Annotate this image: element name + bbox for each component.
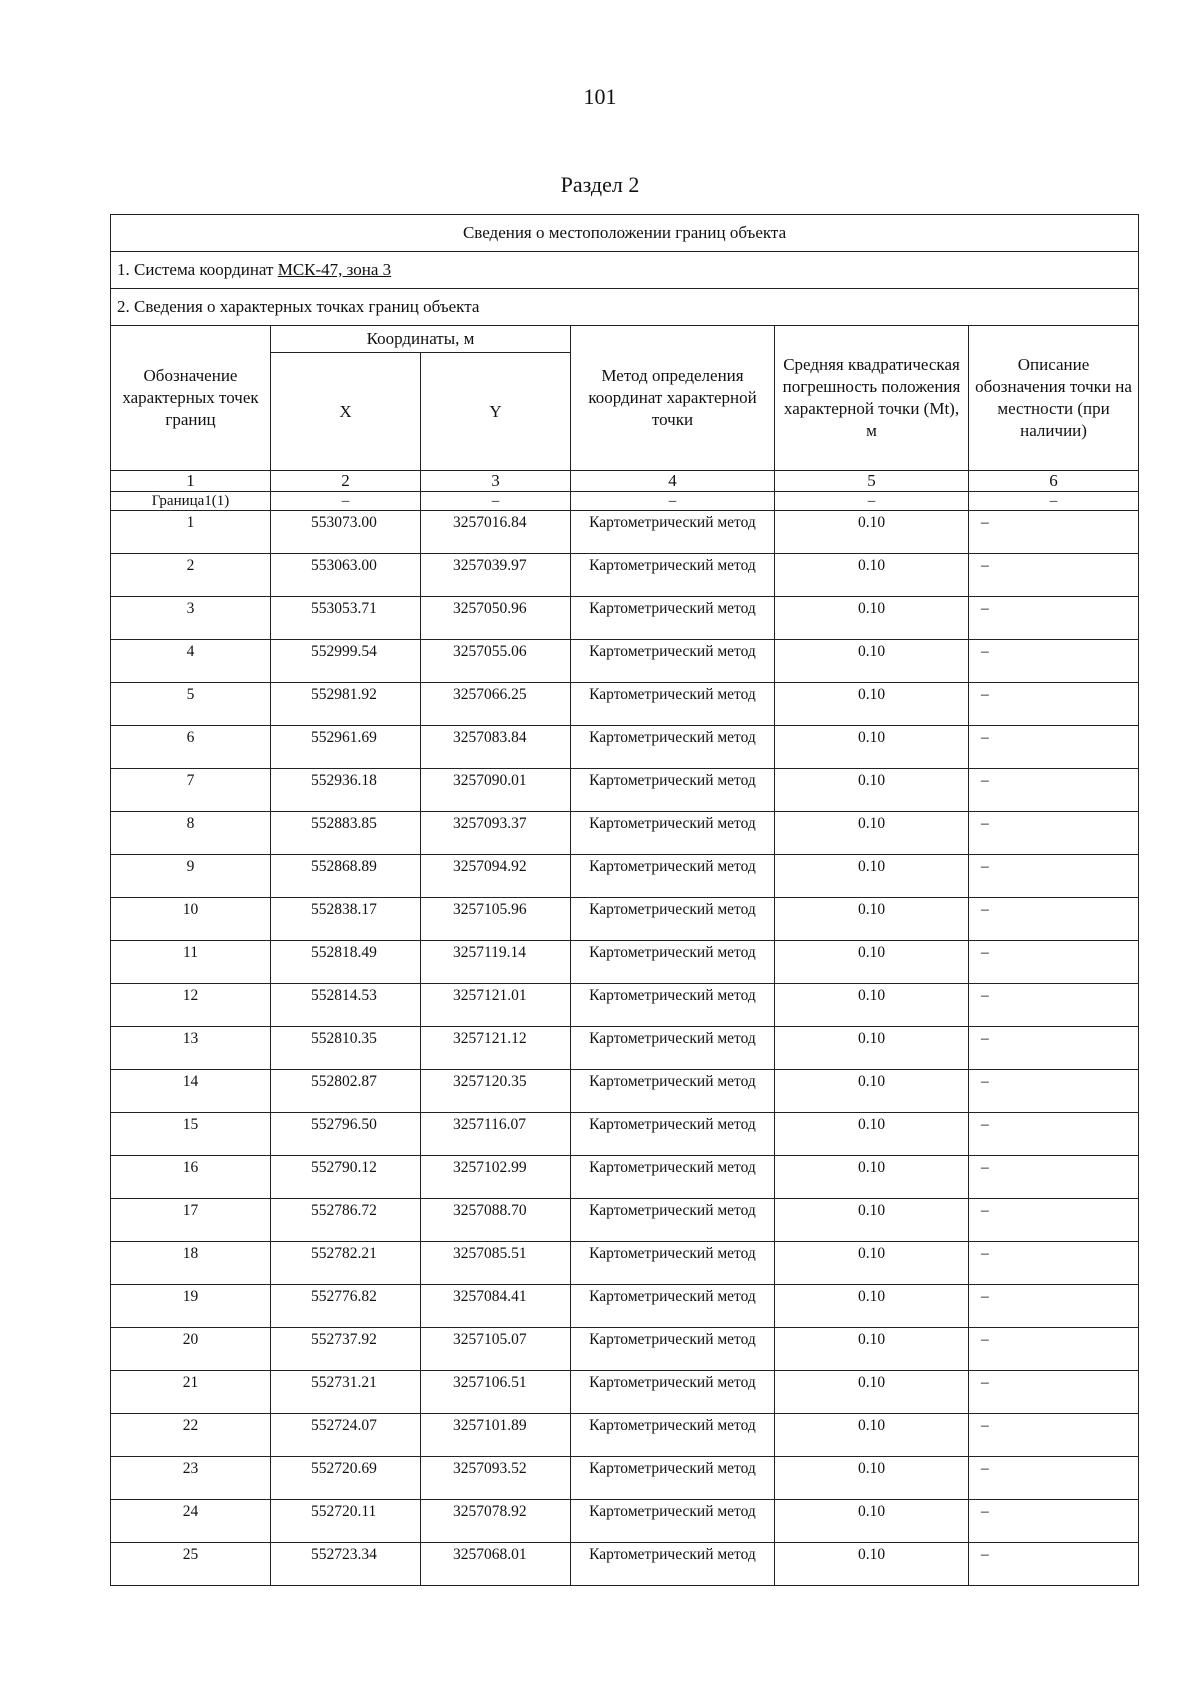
table-row	[111, 1242, 1139, 1285]
header-method: Метод определения координат характерной точки	[571, 326, 775, 471]
x-coordinate-cell: 552731.21	[271, 1371, 421, 1414]
description-cell: –	[969, 1414, 1139, 1457]
info-title-row	[111, 215, 1139, 252]
x-coordinate-cell: 552782.21	[271, 1242, 421, 1285]
point-cell: 13	[111, 1027, 271, 1070]
error-cell: 0.10	[775, 769, 969, 812]
error-cell: 0.10	[775, 1457, 969, 1500]
y-coordinate-cell: 3257121.12	[421, 1027, 571, 1070]
y-coordinate-cell: 3257105.96	[421, 898, 571, 941]
error-cell: 0.10	[775, 1027, 969, 1070]
table-row	[111, 726, 1139, 769]
description-cell: –	[969, 1457, 1139, 1500]
description-cell: –	[969, 1199, 1139, 1242]
x-coordinate-cell: 552720.11	[271, 1500, 421, 1543]
header-coords: Координаты, м	[271, 326, 571, 353]
method-cell: Картометрический метод	[571, 554, 775, 597]
point-cell: 18	[111, 1242, 271, 1285]
x-coordinate-cell: 553063.00	[271, 554, 421, 597]
x-coordinate-cell: 552720.69	[271, 1457, 421, 1500]
error-cell: 0.10	[775, 1500, 969, 1543]
method-cell: Картометрический метод	[571, 1500, 775, 1543]
table-row	[111, 812, 1139, 855]
error-cell: 0.10	[775, 1285, 969, 1328]
method-cell: Картометрический метод	[571, 1027, 775, 1070]
points-title-row	[111, 289, 1139, 326]
point-cell: 6	[111, 726, 271, 769]
method-cell: Картометрический метод	[571, 1285, 775, 1328]
description-cell: –	[969, 1242, 1139, 1285]
method-cell: Картометрический метод	[571, 769, 775, 812]
description-cell: –	[969, 640, 1139, 683]
error-cell: 0.10	[775, 812, 969, 855]
method-cell: Картометрический метод	[571, 1242, 775, 1285]
method-cell: Картометрический метод	[571, 984, 775, 1027]
y-coordinate-cell: 3257093.52	[421, 1457, 571, 1500]
error-cell: 0.10	[775, 1242, 969, 1285]
column-number: 6	[969, 471, 1139, 492]
y-coordinate-cell: 3257068.01	[421, 1543, 571, 1586]
y-coordinate-cell: 3257084.41	[421, 1285, 571, 1328]
point-cell: 12	[111, 984, 271, 1027]
description-cell: –	[969, 769, 1139, 812]
error-cell: 0.10	[775, 898, 969, 941]
y-coordinate-cell: 3257050.96	[421, 597, 571, 640]
error-cell: 0.10	[775, 1156, 969, 1199]
y-coordinate-cell: 3257085.51	[421, 1242, 571, 1285]
table-row	[111, 769, 1139, 812]
description-cell: –	[969, 1543, 1139, 1586]
x-coordinate-cell: 552981.92	[271, 683, 421, 726]
table-row	[111, 855, 1139, 898]
group-cell: –	[571, 492, 775, 511]
method-cell: Картометрический метод	[571, 683, 775, 726]
x-coordinate-cell: 553073.00	[271, 511, 421, 554]
point-cell: 22	[111, 1414, 271, 1457]
boundary-info-sheet	[110, 214, 1138, 1586]
point-cell: 7	[111, 769, 271, 812]
method-cell: Картометрический метод	[571, 726, 775, 769]
y-coordinate-cell: 3257090.01	[421, 769, 571, 812]
table-row	[111, 1457, 1139, 1500]
info-title: Сведения о местоположении границ объекта	[111, 215, 1139, 252]
error-cell: 0.10	[775, 1199, 969, 1242]
header-desc: Описание обозначения точки на местности (при наличии)	[969, 326, 1139, 471]
description-cell: –	[969, 1328, 1139, 1371]
x-coordinate-cell: 552868.89	[271, 855, 421, 898]
y-coordinate-cell: 3257094.92	[421, 855, 571, 898]
table-row	[111, 984, 1139, 1027]
table-row	[111, 1113, 1139, 1156]
method-cell: Картометрический метод	[571, 1328, 775, 1371]
table-body	[111, 511, 1139, 1586]
table-row	[111, 1543, 1139, 1586]
y-coordinate-cell: 3257066.25	[421, 683, 571, 726]
method-cell: Картометрический метод	[571, 855, 775, 898]
description-cell: –	[969, 1156, 1139, 1199]
y-coordinate-cell: 3257088.70	[421, 1199, 571, 1242]
description-cell: –	[969, 898, 1139, 941]
table-row	[111, 511, 1139, 554]
coord-system-cell	[111, 252, 1139, 289]
point-cell: 2	[111, 554, 271, 597]
header-point: Обозначение характерных точек границ	[111, 326, 271, 471]
point-cell: 19	[111, 1285, 271, 1328]
points-title: 2. Сведения о характерных точках границ объекта	[111, 289, 1139, 326]
method-cell: Картометрический метод	[571, 898, 775, 941]
method-cell: Картометрический метод	[571, 1457, 775, 1500]
y-coordinate-cell: 3257116.07	[421, 1113, 571, 1156]
point-cell: 23	[111, 1457, 271, 1500]
table-row	[111, 1199, 1139, 1242]
point-cell: 9	[111, 855, 271, 898]
column-number: 2	[271, 471, 421, 492]
description-cell: –	[969, 855, 1139, 898]
error-cell: 0.10	[775, 855, 969, 898]
point-cell: 8	[111, 812, 271, 855]
method-cell: Картометрический метод	[571, 597, 775, 640]
description-cell: –	[969, 812, 1139, 855]
description-cell: –	[969, 1500, 1139, 1543]
method-cell: Картометрический метод	[571, 941, 775, 984]
description-cell: –	[969, 1070, 1139, 1113]
point-cell: 17	[111, 1199, 271, 1242]
x-coordinate-cell: 552724.07	[271, 1414, 421, 1457]
header-error: Средняя квадратическая погрешность положения характерной точки (Mt), м	[775, 326, 969, 471]
table-row	[111, 1156, 1139, 1199]
error-cell: 0.10	[775, 511, 969, 554]
x-coordinate-cell: 552796.50	[271, 1113, 421, 1156]
point-cell: 20	[111, 1328, 271, 1371]
table-row	[111, 1027, 1139, 1070]
table-row	[111, 554, 1139, 597]
table-row	[111, 597, 1139, 640]
column-number: 5	[775, 471, 969, 492]
method-cell: Картометрический метод	[571, 1199, 775, 1242]
table-row	[111, 1285, 1139, 1328]
point-cell: 3	[111, 597, 271, 640]
x-coordinate-cell: 552810.35	[271, 1027, 421, 1070]
error-cell: 0.10	[775, 1070, 969, 1113]
column-number-row	[111, 471, 1139, 492]
y-coordinate-cell: 3257120.35	[421, 1070, 571, 1113]
boundary-group-row	[111, 492, 1139, 511]
error-cell: 0.10	[775, 984, 969, 1027]
column-number: 4	[571, 471, 775, 492]
method-cell: Картометрический метод	[571, 1113, 775, 1156]
coord-system-row	[111, 252, 1139, 289]
x-coordinate-cell: 552776.82	[271, 1285, 421, 1328]
point-cell: 21	[111, 1371, 271, 1414]
description-cell: –	[969, 1027, 1139, 1070]
x-coordinate-cell: 552723.34	[271, 1543, 421, 1586]
column-number: 3	[421, 471, 571, 492]
y-coordinate-cell: 3257119.14	[421, 941, 571, 984]
y-coordinate-cell: 3257106.51	[421, 1371, 571, 1414]
point-cell: 15	[111, 1113, 271, 1156]
point-cell: 14	[111, 1070, 271, 1113]
method-cell: Картометрический метод	[571, 640, 775, 683]
group-cell: –	[775, 492, 969, 511]
description-cell: –	[969, 597, 1139, 640]
x-coordinate-cell: 552786.72	[271, 1199, 421, 1242]
description-cell: –	[969, 1371, 1139, 1414]
table-row	[111, 1371, 1139, 1414]
x-coordinate-cell: 552802.87	[271, 1070, 421, 1113]
table-row	[111, 1328, 1139, 1371]
error-cell: 0.10	[775, 1371, 969, 1414]
y-coordinate-cell: 3257016.84	[421, 511, 571, 554]
point-cell: 25	[111, 1543, 271, 1586]
method-cell: Картометрический метод	[571, 1414, 775, 1457]
description-cell: –	[969, 683, 1139, 726]
point-cell: 11	[111, 941, 271, 984]
table-row	[111, 1500, 1139, 1543]
group-cell: –	[271, 492, 421, 511]
point-cell: 1	[111, 511, 271, 554]
description-cell: –	[969, 726, 1139, 769]
method-cell: Картометрический метод	[571, 812, 775, 855]
section-title: Раздел 2	[560, 172, 640, 197]
x-coordinate-cell: 552838.17	[271, 898, 421, 941]
x-coordinate-cell: 552999.54	[271, 640, 421, 683]
y-coordinate-cell: 3257055.06	[421, 640, 571, 683]
group-label: Граница1(1)	[111, 492, 271, 511]
y-coordinate-cell: 3257093.37	[421, 812, 571, 855]
description-cell: –	[969, 511, 1139, 554]
description-cell: –	[969, 1285, 1139, 1328]
table-row	[111, 640, 1139, 683]
error-cell: 0.10	[775, 597, 969, 640]
y-coordinate-cell: 3257105.07	[421, 1328, 571, 1371]
error-cell: 0.10	[775, 1328, 969, 1371]
coord-system-value: МСК-47, зона 3	[277, 260, 392, 279]
x-coordinate-cell: 552961.69	[271, 726, 421, 769]
x-coordinate-cell: 552814.53	[271, 984, 421, 1027]
y-coordinate-cell: 3257102.99	[421, 1156, 571, 1199]
point-cell: 16	[111, 1156, 271, 1199]
y-coordinate-cell: 3257101.89	[421, 1414, 571, 1457]
error-cell: 0.10	[775, 941, 969, 984]
x-coordinate-cell: 552737.92	[271, 1328, 421, 1371]
description-cell: –	[969, 984, 1139, 1027]
y-coordinate-cell: 3257078.92	[421, 1500, 571, 1543]
error-cell: 0.10	[775, 640, 969, 683]
table-row	[111, 941, 1139, 984]
error-cell: 0.10	[775, 554, 969, 597]
x-coordinate-cell: 553053.71	[271, 597, 421, 640]
table-row	[111, 683, 1139, 726]
description-cell: –	[969, 1113, 1139, 1156]
table-row	[111, 898, 1139, 941]
x-coordinate-cell: 552936.18	[271, 769, 421, 812]
point-cell: 10	[111, 898, 271, 941]
group-cell: –	[969, 492, 1139, 511]
method-cell: Картометрический метод	[571, 1543, 775, 1586]
column-number: 1	[111, 471, 271, 492]
point-cell: 4	[111, 640, 271, 683]
method-cell: Картометрический метод	[571, 1070, 775, 1113]
x-coordinate-cell: 552883.85	[271, 812, 421, 855]
error-cell: 0.10	[775, 726, 969, 769]
page-number: 101	[583, 84, 617, 109]
y-coordinate-cell: 3257121.01	[421, 984, 571, 1027]
error-cell: 0.10	[775, 1113, 969, 1156]
error-cell: 0.10	[775, 1414, 969, 1457]
method-cell: Картометрический метод	[571, 1371, 775, 1414]
error-cell: 0.10	[775, 1543, 969, 1586]
y-coordinate-cell: 3257039.97	[421, 554, 571, 597]
header-y: Y	[421, 353, 571, 471]
method-cell: Картометрический метод	[571, 1156, 775, 1199]
method-cell: Картометрический метод	[571, 511, 775, 554]
boundary-table	[110, 214, 1139, 1586]
table-row	[111, 1414, 1139, 1457]
group-cell: –	[421, 492, 571, 511]
error-cell: 0.10	[775, 683, 969, 726]
description-cell: –	[969, 941, 1139, 984]
coord-system-prefix: 1. Система координат	[117, 260, 278, 279]
x-coordinate-cell: 552818.49	[271, 941, 421, 984]
point-cell: 5	[111, 683, 271, 726]
description-cell: –	[969, 554, 1139, 597]
y-coordinate-cell: 3257083.84	[421, 726, 571, 769]
point-cell: 24	[111, 1500, 271, 1543]
table-row	[111, 1070, 1139, 1113]
header-x: X	[271, 353, 421, 471]
x-coordinate-cell: 552790.12	[271, 1156, 421, 1199]
